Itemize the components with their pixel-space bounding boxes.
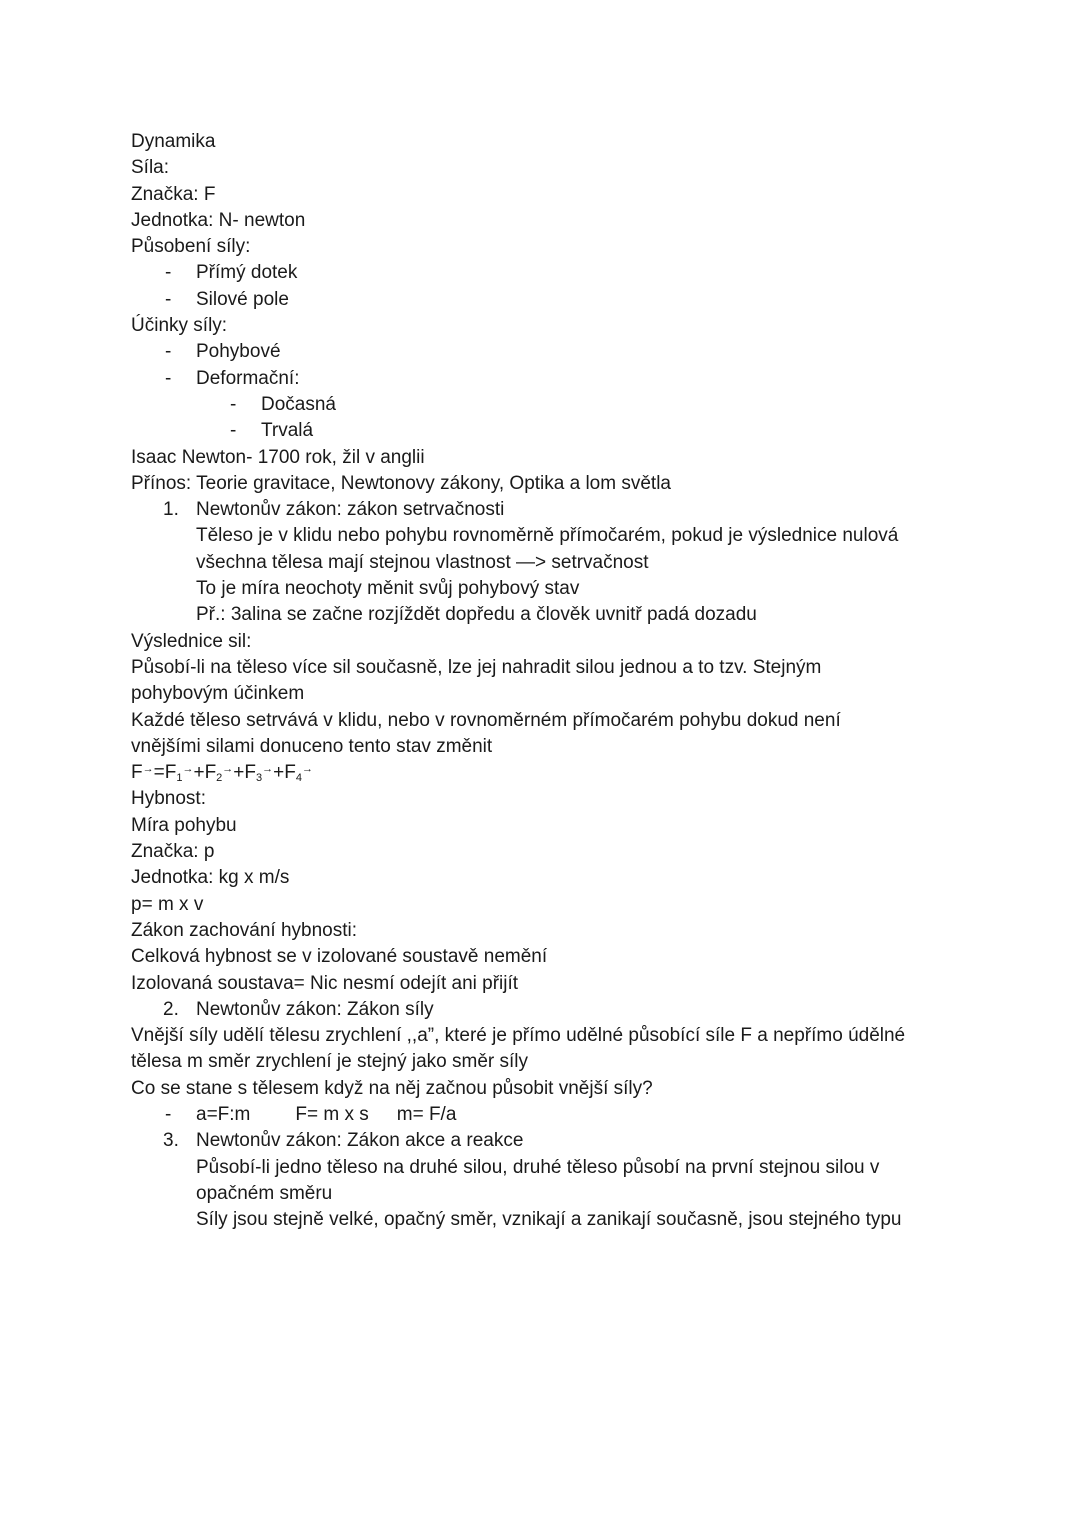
text-izolovana-soustava: Izolovaná soustava= Nic nesmí odejít ani přijít [131,972,519,994]
text-jednotka-newton: Jednotka: N- newton [131,209,306,231]
formula-hybnost: p= m x v [131,893,204,915]
list-item-label: Newtonův zákon: Zákon akce a reakce [196,1130,524,1152]
list-item-pohybove: - Pohybové [131,339,991,365]
text-law2-definition: Vnější síly udělí tělesu zrychlení ,,a”, které je přímo udělné působící síle F a nepřímo údělné tělesa m směr zrychlení je stejný jako směr síly [131,1025,906,1073]
heading-dynamika: Dynamika [131,131,216,152]
formula-a: a=F:m [196,1103,251,1125]
text-prinos: Přínos: Teorie gravitace, Newtonovy zákony, Optika a lom světla [131,472,671,494]
text-isaac-newton: Isaac Newton- 1700 rok, žil v anglii [131,446,425,468]
formula-m: m= F/a [396,1103,457,1125]
text-vyslednice-definition: Působí-li na těleso více sil současně, lze jej nahradit silou jednou a to tzv. Stejným pohybovým účinkem [131,656,822,705]
text-law1-definition: Těleso je v klidu nebo pohybu rovnoměrně přímočarém, pokud je výslednice nulová [196,525,899,547]
list-number: 3. [163,1130,179,1152]
document-body [131,129,991,1233]
text-hybnost: Hybnost: [131,788,206,810]
text-law1-setrvacnost: všechna tělesa mají stejnou vlastnost —> setrvačnost [196,551,649,573]
list-item-deformacni: - Deformační: [131,366,991,392]
text-law3-definition: Působí-li jedno těleso na druhé silou, druhé těleso působí na první stejnou silou v opačném směru [196,1156,880,1204]
text-znacka-p: Značka: p [131,841,215,863]
text-zakon-zachovani: Zákon zachování hybnosti: [131,919,358,941]
text-celkova-hybnost: Celková hybnost se v izolované soustavě nemění [131,946,548,968]
text-kazde-teleso: Každé těleso setrvává v klidu, nebo v rovnoměrném přímočarém pohybu dokud není vnějšími silami donuceno tento stav změnit [131,709,841,757]
list-item-label: Newtonův zákon: Zákon síly [196,998,434,1020]
numbered-item-3 [131,1128,991,1154]
text-mira-pohybu: Míra pohybu [131,814,237,836]
list-item-silove-pole: - Silové pole [131,287,991,313]
text-pusobeni-sily: Působení síly: [131,236,251,258]
list-item-formulas [131,1102,991,1128]
formula-vector-sum: $F^\to=F_1^\to+F_2^\to+F_3^\to+F_4^\to$ [131,762,313,785]
text-sila: Síla: [131,157,170,179]
list-item-label: Newtonův zákon: zákon setrvačnosti [196,499,505,521]
list-item-primy-dotek: - Přímý dotek [131,260,991,286]
text-law2-question: Co se stane s tělesem když na něj začnou působit vnější síly? [131,1077,653,1099]
text-law1-mira: To je míra neochoty měnit svůj pohybový stav [196,578,580,600]
text-law3-properties: Síly jsou stejně velké, opačný směr, vznikají a zanikají současně, jsou stejného typu [196,1209,902,1231]
text-vyslednice-sil: Výslednice sil: [131,630,252,652]
formula-f: F= m x s [295,1103,369,1125]
list-number: 2. [163,998,179,1020]
text-jednotka-hybnost: Jednotka: kg x m/s [131,867,290,889]
list-item-trvala: - Trvalá [131,418,991,444]
numbered-item-1 [131,497,991,523]
list-number: 1. [163,499,179,521]
list-item-docasna: - Dočasná [131,392,991,418]
text-znacka-f: Značka: F [131,183,216,205]
text-law1-example: Př.: 3alina se začne rozjíždět dopředu a člověk uvnitř padá dozadu [196,604,757,626]
numbered-item-2 [131,997,991,1023]
text-ucinky-sily: Účinky síly: [131,315,228,337]
